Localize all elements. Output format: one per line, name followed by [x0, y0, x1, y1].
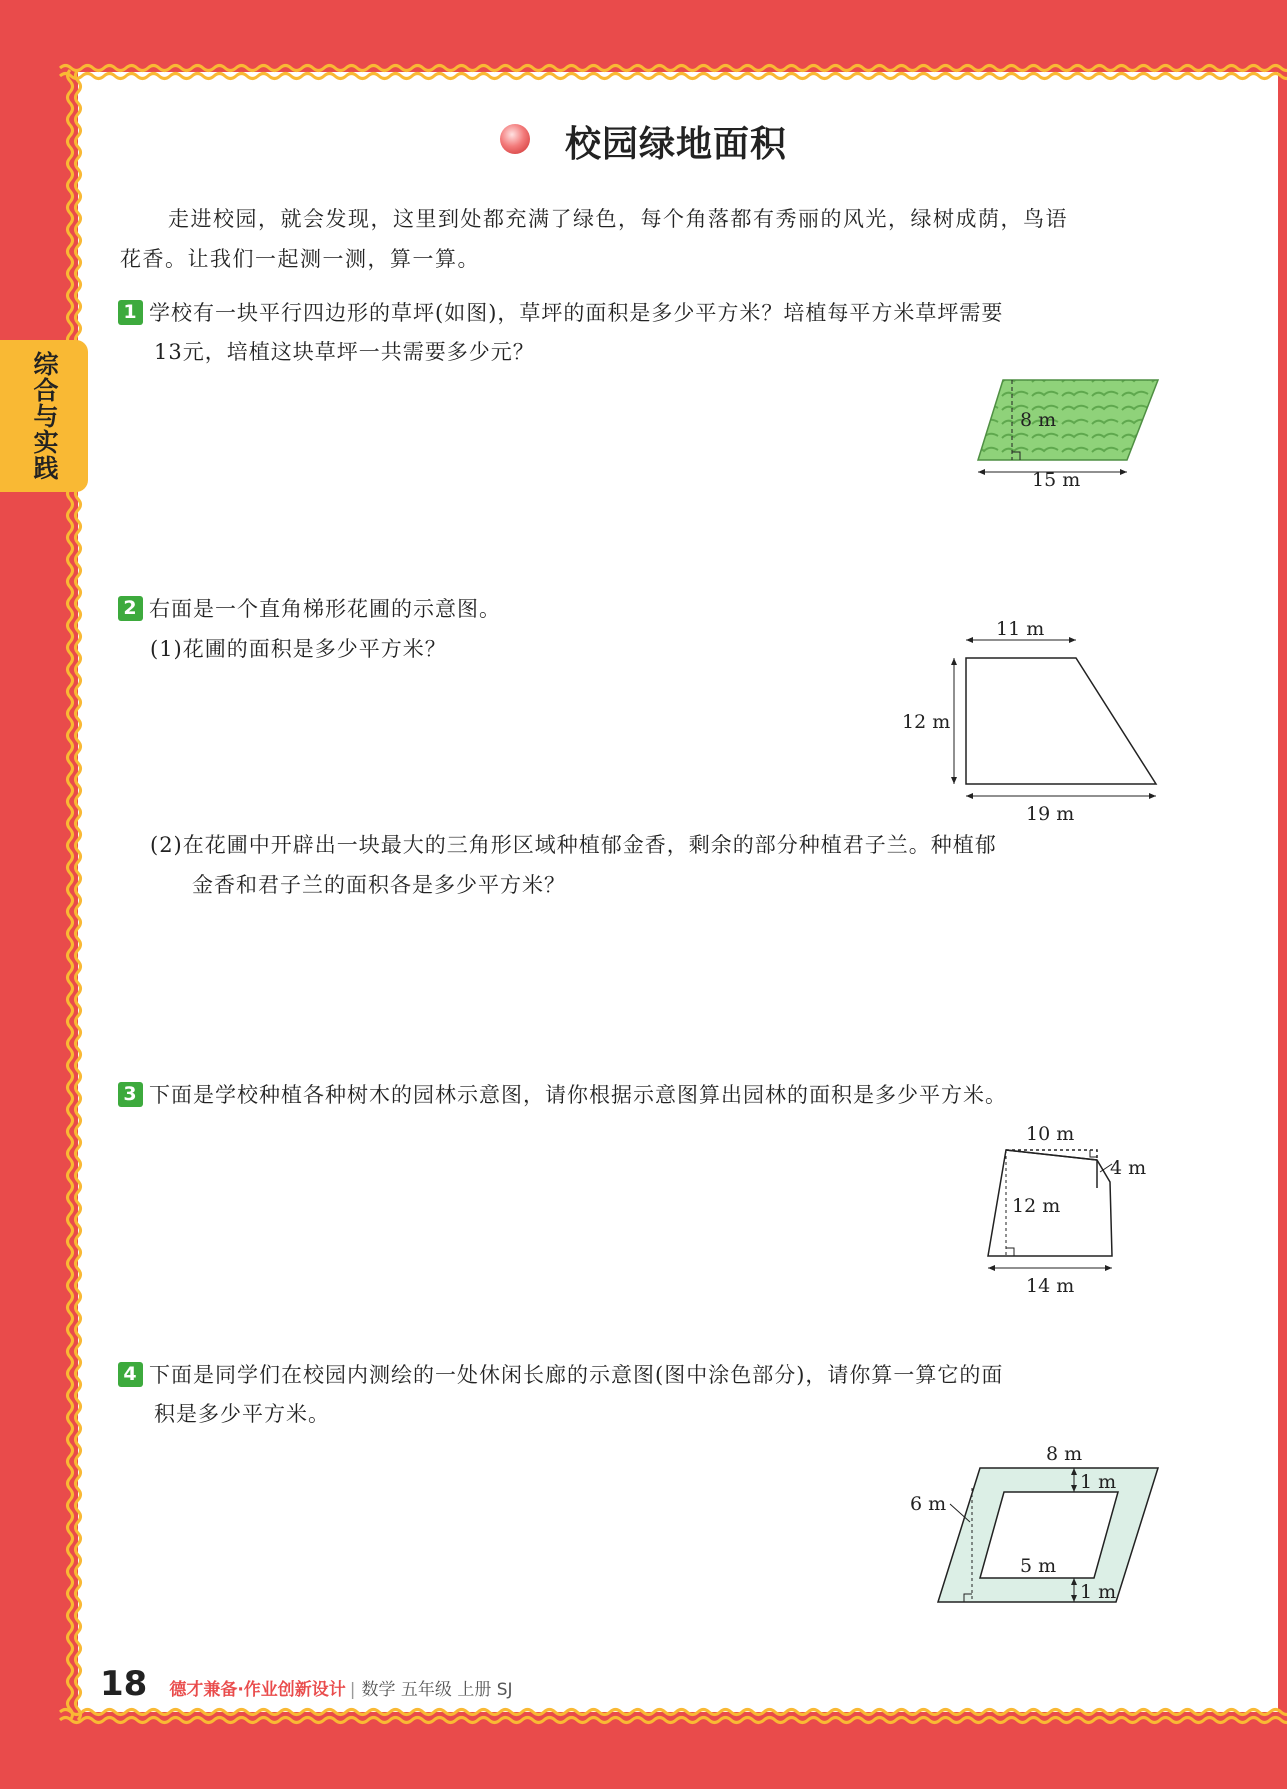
lawn-shape [978, 380, 1158, 460]
corridor-top-label: 8 m [1046, 1443, 1083, 1465]
tree-garden-top-label: 10 m [1026, 1123, 1075, 1145]
figure-right-trapezoid-garden [900, 616, 1170, 826]
tree-garden-bottom-label: 14 m [1026, 1275, 1075, 1297]
title-bullet-icon [500, 124, 530, 154]
garden-left-label: 12 m [902, 711, 951, 733]
page-title-row [0, 116, 1287, 167]
garden-top-label: 11 m [996, 618, 1045, 640]
lawn-base-label: 15 m [1032, 469, 1081, 491]
series-brand: 德才兼备·作业创新设计 [169, 1680, 346, 1700]
book-info: 数学 五年级 上册 SJ [361, 1680, 513, 1700]
page-number: 18 [100, 1664, 148, 1704]
lawn-height-label: 8 m [1020, 409, 1057, 431]
section-tab [0, 340, 88, 492]
figure-corridor [900, 1436, 1170, 1616]
question-2-number: 2 [118, 596, 143, 621]
tree-garden-height-label: 12 m [1012, 1195, 1061, 1217]
corridor-gap-bottom-label: 1 m [1080, 1581, 1117, 1603]
question-1-number: 1 [118, 300, 143, 325]
figure-tree-garden [970, 1120, 1170, 1300]
corridor-height-label: 6 m [910, 1493, 947, 1515]
question-1-line-2: 13元，培植这块草坪一共需要多少元？ [154, 340, 535, 364]
intro-line-1: 走进校园，就会发现，这里到处都充满了绿色，每个角落都有秀丽的风光，绿树成荫，鸟语 [168, 207, 1068, 231]
question-3-number: 3 [118, 1082, 143, 1107]
intro-line-2: 花香。让我们一起测一测，算一算。 [120, 247, 480, 271]
question-4 [118, 1356, 1162, 1434]
question-4-number: 4 [118, 1362, 143, 1387]
question-4-line-2: 积是多少平方米。 [154, 1402, 330, 1426]
corridor-inner-label: 5 m [1020, 1555, 1057, 1577]
question-2-sub-2-line-1: (2)在花圃中开辟出一块最大的三角形区域种植郁金香，剩余的部分种植君子兰。种植郁 [150, 833, 997, 857]
page-footer: 18 德才兼备·作业创新设计 | 数学 五年级 上册 SJ [100, 1664, 513, 1704]
section-tab-label: 综合与实践 [30, 351, 59, 481]
garden-trapezoid [966, 658, 1156, 784]
question-2-sub-2-line-2: 金香和君子兰的面积各是多少平方米？ [192, 873, 566, 897]
question-4-line-1: 下面是同学们在校园内测绘的一处休闲长廊的示意图(图中涂色部分)，请你算一算它的面 [149, 1363, 1004, 1387]
question-3 [118, 1076, 1162, 1115]
question-3-line-1: 下面是学校种植各种树木的园林示意图，请你根据示意图算出园林的面积是多少平方米。 [149, 1083, 1007, 1107]
question-1 [118, 294, 1162, 372]
page-title: 校园绿地面积 [565, 124, 788, 165]
question-2-line-1: 右面是一个直角梯形花圃的示意图。 [149, 597, 501, 621]
garden-bottom-label: 19 m [1026, 803, 1075, 825]
question-1-line-1: 学校有一块平行四边形的草坪(如图)，草坪的面积是多少平方米？培植每平方米草坪需要 [149, 301, 1004, 325]
corridor-gap-top-label: 1 m [1080, 1471, 1117, 1493]
figure-parallelogram-lawn [970, 372, 1170, 492]
tree-garden-side-label: 4 m [1110, 1157, 1147, 1179]
question-2-sub-1: (1)花圃的面积是多少平方米？ [150, 637, 447, 661]
